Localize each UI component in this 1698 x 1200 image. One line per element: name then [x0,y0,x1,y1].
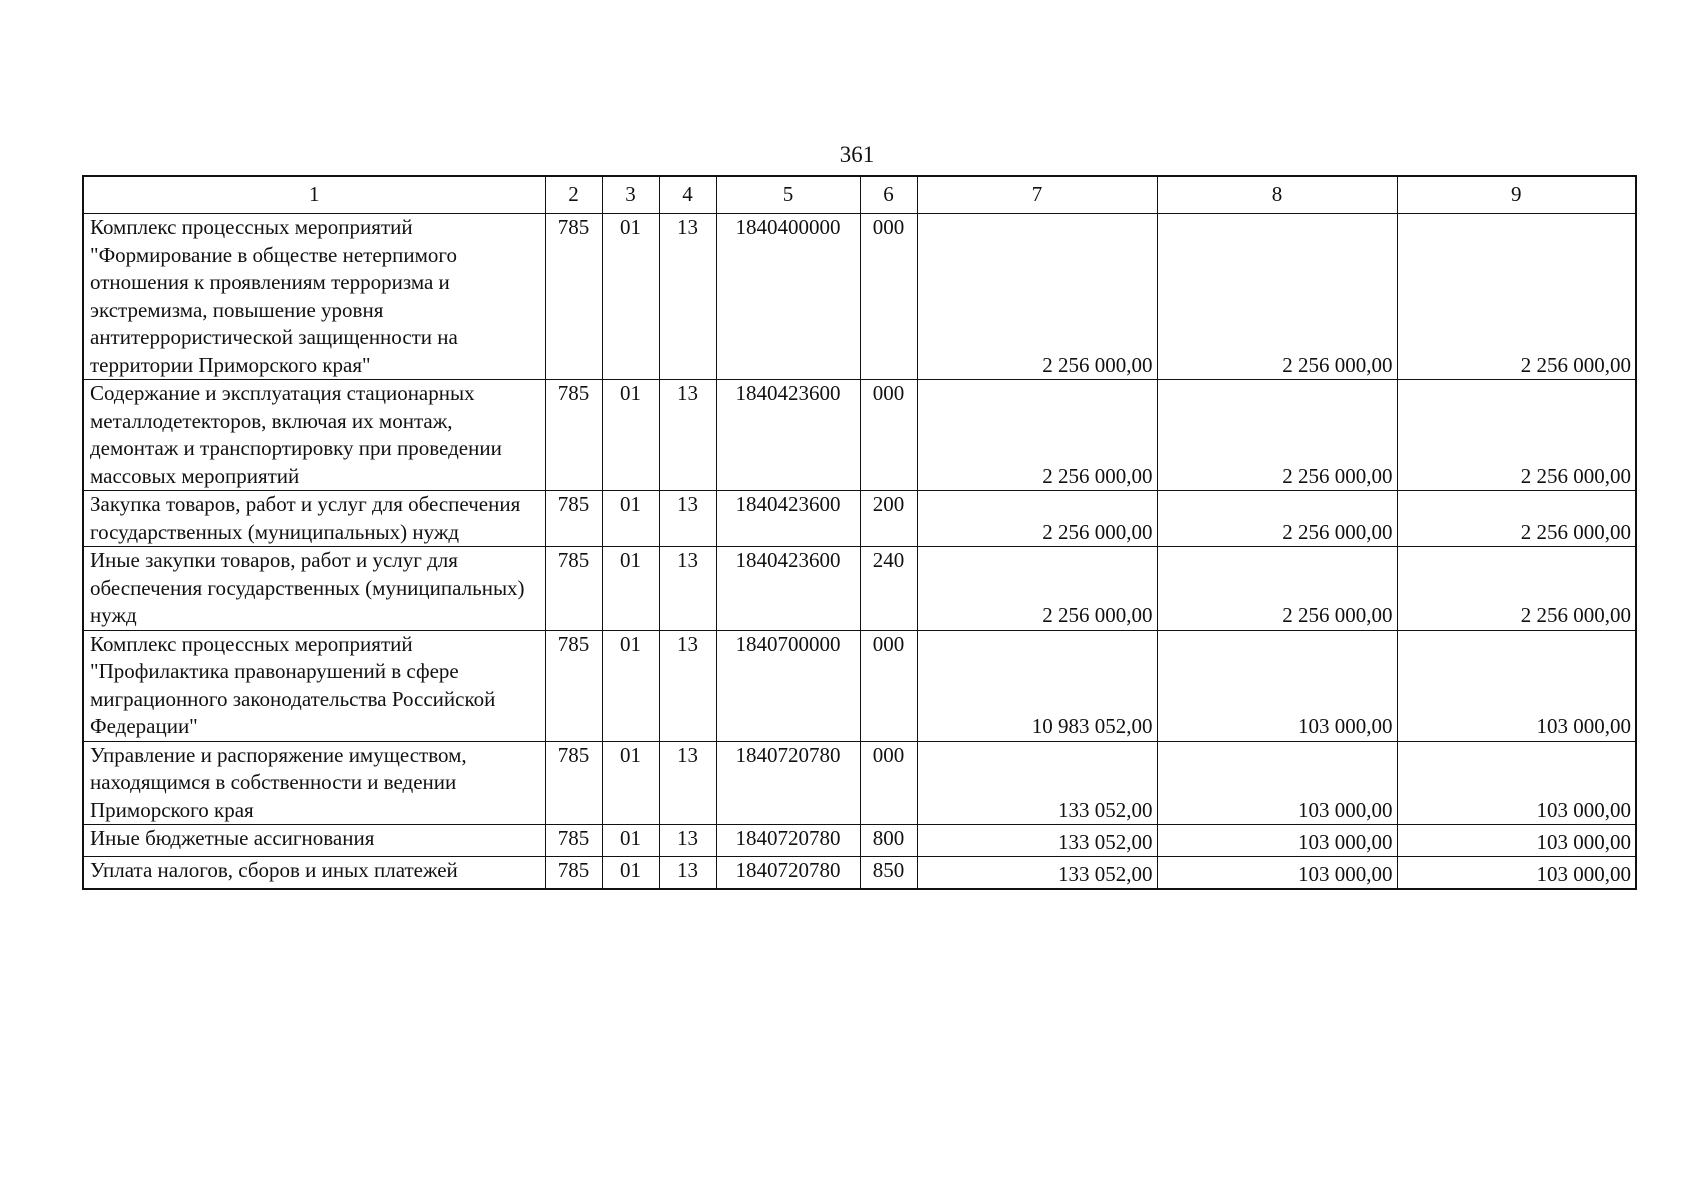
cell-col-2: 785 [545,380,602,491]
cell-col-2: 785 [545,741,602,825]
cell-col-5: 1840720780 [716,741,860,825]
cell-col-9: 103 000,00 [1397,630,1636,741]
cell-col-8: 2 256 000,00 [1157,547,1397,631]
cell-col-3: 01 [602,741,659,825]
cell-col-2: 785 [545,214,602,380]
cell-col-8: 103 000,00 [1157,825,1397,857]
cell-col-9: 2 256 000,00 [1397,214,1636,380]
cell-col-3: 01 [602,380,659,491]
cell-col-5: 1840720780 [716,825,860,857]
column-header: 2 [545,176,602,214]
cell-col-3: 01 [602,214,659,380]
cell-col-9: 103 000,00 [1397,741,1636,825]
cell-col-8: 103 000,00 [1157,857,1397,890]
cell-col-5: 1840423600 [716,380,860,491]
cell-col-3: 01 [602,825,659,857]
table-row [83,857,1636,890]
cell-col-2: 785 [545,491,602,547]
cell-col-7: 10 983 052,00 [917,630,1157,741]
row-description: Комплекс процессных мероприятий "Формирование в обществе нетерпимого отношения к проявлениям терроризма и экстремизма, повышение уровня антитеррористической защищенности на территории Приморского края" [83,214,545,380]
row-description: Иные бюджетные ассигнования [83,825,545,857]
cell-col-4: 13 [659,741,716,825]
cell-col-6: 000 [860,380,917,491]
cell-col-3: 01 [602,547,659,631]
row-description: Закупка товаров, работ и услуг для обеспечения государственных (муниципальных) нужд [83,491,545,547]
row-description: Комплекс процессных мероприятий "Профилактика правонарушений в сфере миграционного законодательства Российской Федерации" [83,630,545,741]
cell-col-5: 1840700000 [716,630,860,741]
cell-col-2: 785 [545,825,602,857]
column-header: 5 [716,176,860,214]
cell-col-6: 850 [860,857,917,890]
cell-col-9: 2 256 000,00 [1397,491,1636,547]
cell-col-8: 103 000,00 [1157,741,1397,825]
row-description: Содержание и эксплуатация стационарных металлодетекторов, включая их монтаж, демонтаж и транспортировку при проведении массовых мероприятий [83,380,545,491]
cell-col-4: 13 [659,491,716,547]
table-header-row [83,176,1636,214]
row-description: Иные закупки товаров, работ и услуг для обеспечения государственных (муниципальных) нужд [83,547,545,631]
cell-col-5: 1840720780 [716,857,860,890]
table-row [83,547,1636,631]
cell-col-5: 1840423600 [716,547,860,631]
page-number: 361 [839,142,875,167]
column-header: 9 [1397,176,1636,214]
cell-col-6: 200 [860,491,917,547]
cell-col-2: 785 [545,857,602,890]
cell-col-3: 01 [602,491,659,547]
table-row [83,380,1636,491]
cell-col-2: 785 [545,547,602,631]
cell-col-8: 2 256 000,00 [1157,214,1397,380]
cell-col-4: 13 [659,825,716,857]
table-row [83,214,1636,380]
column-header: 7 [917,176,1157,214]
column-header: 6 [860,176,917,214]
cell-col-8: 2 256 000,00 [1157,380,1397,491]
cell-col-7: 2 256 000,00 [917,380,1157,491]
budget-table [82,175,1637,890]
table-row [83,630,1636,741]
cell-col-7: 2 256 000,00 [917,491,1157,547]
cell-col-9: 2 256 000,00 [1397,380,1636,491]
cell-col-6: 800 [860,825,917,857]
cell-col-7: 2 256 000,00 [917,547,1157,631]
table-row [83,491,1636,547]
cell-col-8: 103 000,00 [1157,630,1397,741]
cell-col-6: 000 [860,630,917,741]
cell-col-6: 000 [860,741,917,825]
column-header: 4 [659,176,716,214]
cell-col-9: 2 256 000,00 [1397,547,1636,631]
cell-col-4: 13 [659,857,716,890]
cell-col-4: 13 [659,547,716,631]
cell-col-4: 13 [659,380,716,491]
cell-col-5: 1840423600 [716,491,860,547]
cell-col-6: 000 [860,214,917,380]
cell-col-7: 133 052,00 [917,857,1157,890]
cell-col-5: 1840400000 [716,214,860,380]
cell-col-3: 01 [602,630,659,741]
cell-col-3: 01 [602,857,659,890]
cell-col-7: 133 052,00 [917,741,1157,825]
table-row [83,741,1636,825]
cell-col-9: 103 000,00 [1397,825,1636,857]
cell-col-7: 133 052,00 [917,825,1157,857]
cell-col-7: 2 256 000,00 [917,214,1157,380]
column-header: 3 [602,176,659,214]
cell-col-6: 240 [860,547,917,631]
cell-col-4: 13 [659,630,716,741]
row-description: Уплата налогов, сборов и иных платежей [83,857,545,890]
cell-col-9: 103 000,00 [1397,857,1636,890]
column-header: 8 [1157,176,1397,214]
cell-col-8: 2 256 000,00 [1157,491,1397,547]
cell-col-2: 785 [545,630,602,741]
row-description: Управление и распоряжение имуществом, находящимся в собственности и ведении Приморского края [83,741,545,825]
table-row [83,825,1636,857]
column-header: 1 [83,176,545,214]
cell-col-4: 13 [659,214,716,380]
